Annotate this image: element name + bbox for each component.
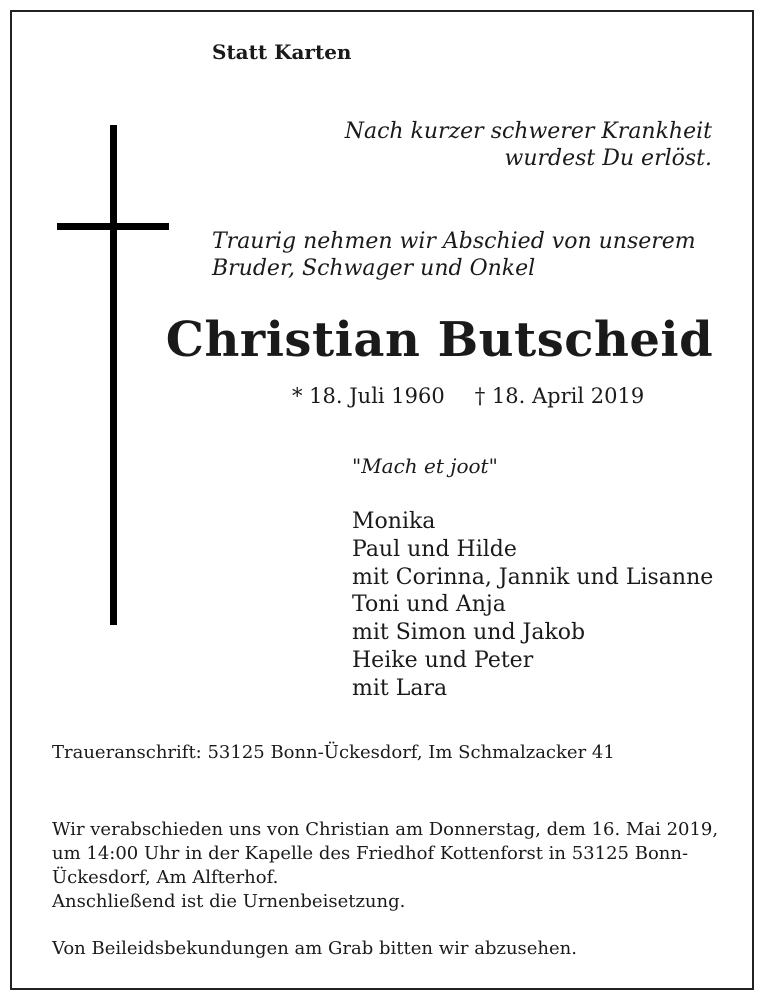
birth-date: * 18. Juli 1960: [292, 384, 445, 408]
funeral-paragraph: Anschließend ist die Urnenbeisetzung.: [52, 891, 406, 912]
closing-note: Von Beileidsbekundungen am Grab bitten wir abzusehen.: [52, 938, 577, 959]
cross-icon: [110, 125, 117, 625]
family-member: Monika: [352, 509, 436, 534]
intro-line: Bruder, Schwager und Onkel: [212, 256, 536, 281]
family-member: mit Simon und Jakob: [352, 620, 586, 646]
funeral-paragraph: Wir verabschieden uns von Christian am Donnerstag, dem 16. Mai 2019, um 14:00 Uhr in der Kapelle des Friedhof Kottenforst in 53125 Bonn-Ückesdorf, Am Alfterhof.: [52, 819, 719, 888]
cross-icon-bar: [57, 223, 169, 230]
funeral-details: [52, 818, 722, 914]
death-date: † 18. April 2019: [474, 384, 645, 408]
family-member: Heike und Peter: [352, 647, 534, 673]
verse-line: wurdest Du erlöst.: [504, 146, 712, 171]
motto: "Mach et joot": [352, 454, 498, 478]
family-member: Toni und Anja: [352, 592, 506, 618]
intro-text: [212, 228, 696, 282]
mourning-address: Traueranschrift: 53125 Bonn-Ückesdorf, Im Schmalzacker 41: [52, 742, 615, 763]
verse-line: Nach kurzer schwerer Krankheit: [344, 119, 712, 144]
intro-line: Traurig nehmen wir Abschied von unserem: [212, 229, 696, 254]
family-list: [352, 508, 713, 703]
verse: [345, 118, 712, 172]
family-member: mit Corinna, Jannik und Lisanne: [352, 564, 714, 590]
family-member: mit Lara: [352, 675, 448, 701]
deceased-name: Christian Butscheid: [165, 312, 714, 368]
life-dates: [292, 384, 644, 408]
notice-header: Statt Karten: [212, 40, 352, 64]
family-member: Paul und Hilde: [352, 536, 517, 562]
